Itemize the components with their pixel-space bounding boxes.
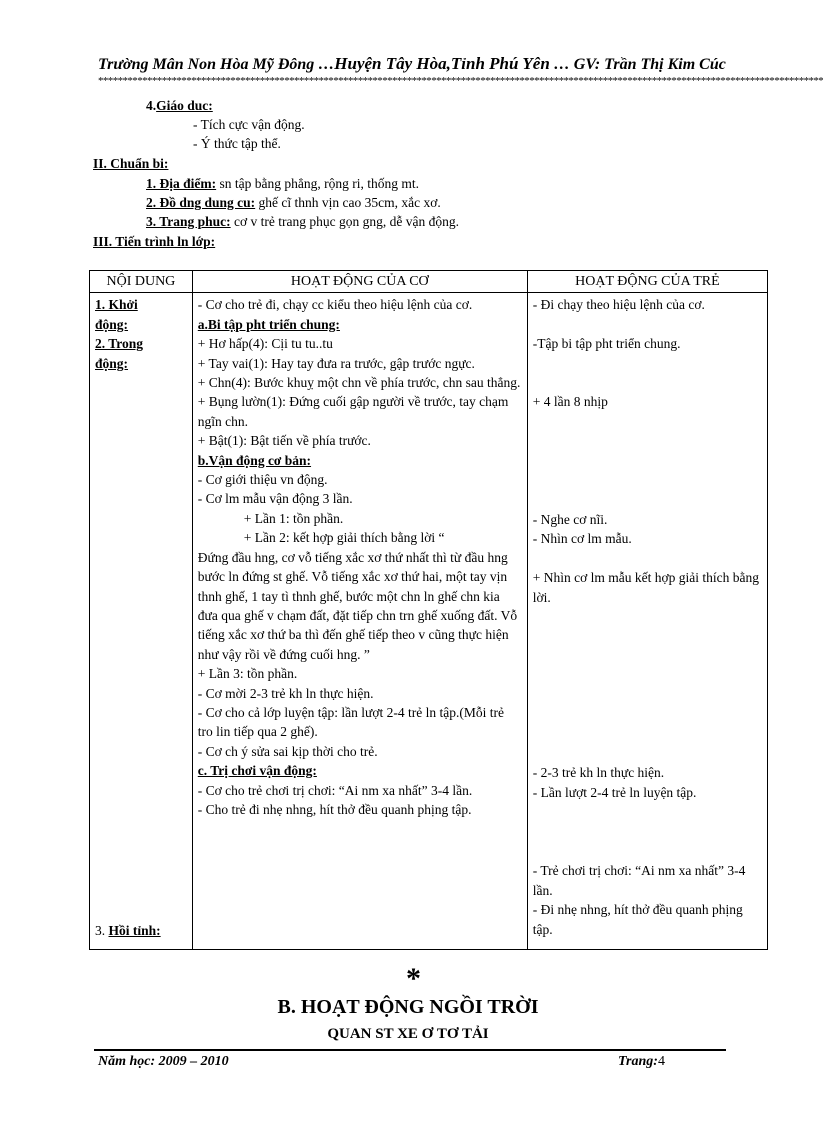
co-line: + Tay vai(1): Hay tay đưa ra trước, gập trước ngực. — [197, 355, 475, 371]
hoat-dong-co-cell — [192, 293, 527, 950]
subheading-c: c. Trị chơi vận động: — [197, 763, 317, 779]
header-hoat-dong-co: HOẠT ĐỘNG CỦA CƠ — [192, 271, 527, 293]
co-line: + Bật(1): Bật tiến về phía trước. — [197, 433, 371, 449]
footer-year: Năm học: 2009 – 2010 — [98, 1054, 229, 1069]
table-row — [90, 293, 768, 950]
trang-phuc-label: 3. Trang phuc: — [146, 214, 231, 229]
header-teacher: … GV: Trần Thị Kim Cúc — [549, 56, 726, 73]
header-noi-dung: NỘI DUNG — [90, 271, 193, 293]
tre-line: + 4 lần 8 nhịp — [532, 394, 608, 410]
co-line: + Bụng lườn(1): Đứng cuối gập người về trước, tay chạm ngĩn chn. — [197, 394, 509, 429]
co-line: + Lần 2: kết hợp giải thích bằng lời “ — [243, 530, 445, 546]
page-header — [98, 54, 758, 74]
header-district: Huyện Tây Hòa,Tỉnh Phú Yên — [334, 54, 550, 73]
tre-line: + Nhìn cơ lm mẫu kết hợp giải thích bằng lời. — [532, 570, 759, 605]
trong-dong-label: 2. Trong động: — [95, 336, 144, 371]
co-line: - Cơ giới thiệu vn động. — [197, 472, 328, 488]
co-line: - Cơ cho cả lớp luyện tập: lần lượt 2-4 trẻ ln tập.(Mỗi trẻ tro lin tiếp qua 2 ghế). — [197, 704, 504, 740]
subheading-a: a.Bi tập pht triển chung: — [197, 316, 340, 332]
co-line: + Lần 1: tồn phần. — [243, 510, 344, 526]
giao-duc-item: - Ý thức tập thể. — [193, 136, 281, 151]
tre-line: - Đi nhẹ nhng, hít thở đều quanh phịng tập. — [532, 902, 743, 937]
co-line: + Lần 3: tồn phần. — [197, 666, 298, 682]
dia-diem-text: sn tập bằng phẳng, rộng ri, thống mt. — [216, 176, 419, 191]
co-line: - Cơ cho trẻ chơi trị chơi: “Ai nm xa nhất” 3-4 lần. — [197, 782, 473, 798]
trang-phuc-line — [146, 213, 459, 231]
tre-line: - Nhìn cơ lm mẫu. — [532, 531, 632, 547]
hoi-tinh-label: 3. Hồi tỉnh: — [95, 923, 161, 939]
tien-trinh-heading: III. Tiến trình ln lớp: — [93, 234, 216, 249]
co-line: - Cơ cho trẻ đi, chạy cc kiểu theo hiệu lệnh của cơ. — [197, 297, 473, 313]
header-divider: **************************************************************************************************************************************************** — [98, 75, 823, 87]
do-dung-text: ghế cĩ thnh vịn cao 35cm, xắc xơ. — [255, 195, 441, 210]
do-dung-line — [146, 194, 441, 212]
hoat-dong-tre-cell — [527, 293, 767, 950]
co-line: - Cho trẻ đi nhẹ nhng, hít thở đều quanh phịng tập. — [197, 801, 472, 817]
tre-line: - 2-3 trẻ kh ln thực hiện. — [532, 765, 665, 781]
section-subtitle: QUAN ST XE Ơ TƠ TẢI — [327, 1026, 489, 1042]
tre-line: -Tập bi tập pht triển chung. — [532, 336, 681, 352]
giao-duc-item: - Tích cực vận động. — [193, 117, 305, 132]
co-line: + Chn(4): Bước khuỵ một chn về phía trước, chn sau thẳng. — [197, 375, 521, 391]
tre-line: - Đi chạy theo hiệu lệnh của cơ. — [532, 297, 705, 313]
section-title: B. HOẠT ĐỘNG NGỒI TRỜI — [277, 996, 539, 1018]
table-header-row — [90, 271, 768, 293]
section-star: * — [406, 962, 421, 995]
subheading-b: b.Vận động cơ bản: — [197, 452, 312, 468]
do-dung-label: 2. Đồ dng dung cu: — [146, 195, 256, 210]
giao-duc-heading — [146, 97, 213, 115]
dia-diem-line — [146, 175, 419, 193]
giao-duc-label: Giáo duc: — [156, 98, 213, 113]
co-line: Đứng đầu hng, cơ vỗ tiếng xắc xơ thứ nhất thì từ đầu hng bước ln đứng st ghế. Vỗ tiếng xắc xơ thứ hai, một tay vịn thnh ghế, 1 tay tì thnh ghế, bước một chn ln ghế chn kia đưa qua ghế v chạm đất, đặt tiếp chn trn ghế xuống đất. Vỗ tiếng xắc xơ thứ ba thì đến ghế tiếp theo v cũng thực hiện như vậy rồi về đứng cuối hng. ” — [197, 549, 518, 662]
co-line: - Cơ ch ý sửa sai kịp thời cho trẻ. — [197, 743, 378, 759]
giao-duc-number: 4. — [146, 98, 157, 113]
tre-line: - Lần lượt 2-4 trẻ ln luyện tập. — [532, 785, 697, 801]
co-line: - Cơ lm mẫu vận động 3 lần. — [197, 491, 353, 507]
dia-diem-label: 1. Địa điểm: — [146, 176, 217, 191]
co-line: - Cơ mời 2-3 trẻ kh ln thực hiện. — [197, 685, 374, 701]
chuan-bi-heading: II. Chuẩn bi: — [93, 156, 169, 171]
tre-line: - Nghe cơ nĩi. — [532, 512, 608, 528]
lesson-table — [89, 270, 768, 950]
footer-page — [618, 1054, 665, 1070]
footer-page-number: 4 — [657, 1054, 665, 1069]
header-school: Trường Mân Non Hòa Mỹ Đông … — [98, 56, 335, 73]
footer-page-label: Trang: — [618, 1054, 658, 1069]
co-line: + Hơ hấp(4): Cịi tu tu..tu — [197, 336, 333, 352]
khoi-dong-label: 1. Khởi động: — [95, 297, 138, 332]
header-hoat-dong-tre: HOẠT ĐỘNG CỦA TRẺ — [527, 271, 767, 293]
trang-phuc-text: cơ v trẻ trang phục gọn gng, dễ vận động. — [230, 214, 459, 229]
footer-divider — [94, 1049, 726, 1051]
tre-line: - Trẻ chơi trị chơi: “Ai nm xa nhất” 3-4 lần. — [532, 863, 746, 898]
noi-dung-cell — [90, 293, 193, 950]
